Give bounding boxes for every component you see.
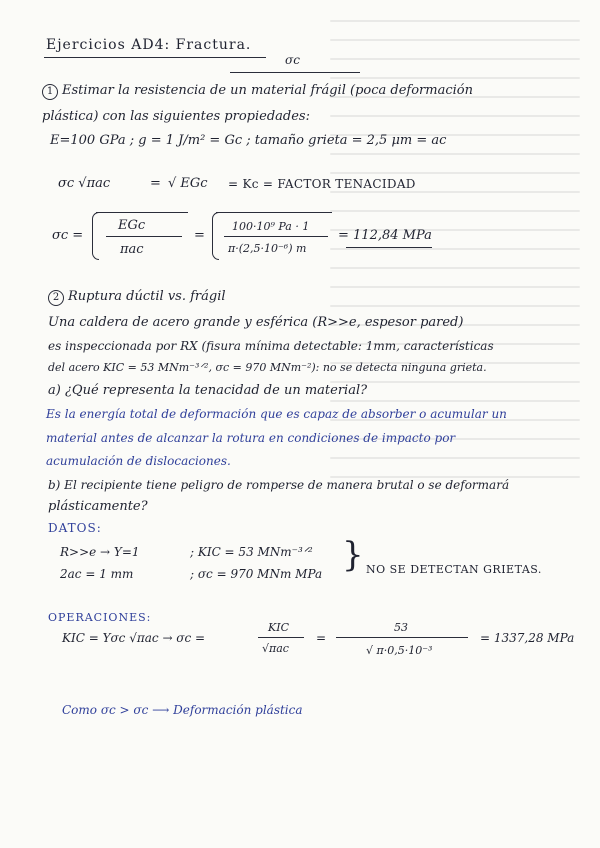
ex2-statement-line-3: del acero KIC = 53 MNm⁻³ᐟ², σc = 970 MNm⁻²): no se detecta ninguna grieta. (48, 361, 487, 374)
ex1-result-underline (346, 247, 432, 248)
ex1-number: 1 (42, 84, 58, 100)
ex1-statement-line-2: plástica) con las siguientes propiedades: (42, 109, 310, 124)
ex1-properties: E=100 GPa ; g = 1 J/m² = Gc ; tamaño grieta = 2,5 μm = ac (50, 133, 447, 148)
ex1-eq1-right: = Kc = FACTOR TENACIDAD (228, 177, 416, 191)
ex1-eq1-left: σc √πac (58, 176, 111, 191)
ex2-answer-a-line-3: acumulación de dislocaciones. (46, 454, 231, 468)
ex1-eq2-num: EGc (118, 218, 146, 233)
ex2-question-b-line-2: plásticamente? (48, 499, 148, 514)
ex2-ops-frac1-num: KIC (268, 621, 289, 634)
ex2-conclusion: Como σc > σc ⟶ Deformación plástica (62, 703, 303, 717)
ex2-ops-equals: = (316, 631, 327, 645)
ex2-answer-a-line-2: material antes de alcanzar la rotura en condiciones de impacto por (46, 431, 456, 445)
corner-underline (230, 72, 360, 73)
ex1-eq2-root-1 (92, 212, 99, 260)
page-title: Ejercicios AD4: Fractura. (46, 37, 252, 53)
ex1-eq2-den: πac (120, 242, 144, 257)
ex1-eq2-den2: π·(2,5·10⁻⁶) m (228, 242, 307, 255)
ex2-operaciones-label: OPERACIONES: (48, 611, 152, 624)
ex2-ops-frac2-den: √ π·0,5·10⁻³ (366, 644, 433, 657)
ex1-eq2-fraction-bar (106, 236, 182, 237)
ex1-eq2-root-1-bar (96, 212, 188, 213)
ex1-eq2-fraction-bar-2 (224, 236, 328, 237)
ex2-heading: 2 Ruptura dúctil vs. frágil (48, 290, 226, 306)
ex2-datos-1: R>>e → Y=1 (60, 545, 140, 559)
ex2-ops-lhs: KIC = Yσc √πac → σc = (62, 631, 206, 645)
ex2-question-b-line-1: b) El recipiente tiene peligro de romperse de manera brutal o se deformará (48, 478, 510, 492)
ex2-ops-frac2-num: 53 (394, 621, 408, 634)
ex1-statement-line-1: 1 Estimar la resistencia de un material frágil (poca deformación (42, 84, 473, 100)
ex2-datos-3: ; KIC = 53 MNm⁻³ᐟ² (190, 545, 313, 559)
title-underline (44, 57, 266, 58)
ex2-question-a: a) ¿Qué representa la tenacidad de un material? (48, 383, 368, 398)
ex1-eq2-num2: 100·10⁹ Pa · 1 (232, 220, 310, 233)
ex1-eq1-mid: √ EGc (168, 176, 208, 191)
ex1-eq2-root-2-bar (216, 212, 332, 213)
ex2-number: 2 (48, 290, 64, 306)
ex1-eq1-equals: = (150, 176, 161, 191)
ex2-ops-result: = 1337,28 MPa (480, 631, 575, 645)
ex2-ops-frac1-bar (258, 637, 304, 638)
ex2-answer-a-line-1: Es la energía total de deformación que es capaz de absorber o acumular un (46, 407, 507, 421)
ex2-statement-line-2: es inspeccionada por RX (fisura mínima detectable: 1mm, características (48, 339, 494, 353)
ex2-datos-4: ; σc = 970 MNm MPa (190, 567, 323, 581)
ex1-eq2-root-2 (212, 212, 219, 260)
ex1-eq2-lhs: σc = (52, 228, 84, 243)
ex2-datos-brace: } (342, 535, 364, 575)
ex2-datos-label: DATOS: (48, 521, 102, 535)
corner-symbol: σc (285, 53, 300, 67)
ex2-statement-line-1: Una caldera de acero grande y esférica (R>>e, espesor pared) (48, 315, 464, 330)
ex2-datos-note: NO SE DETECTAN GRIETAS. (366, 563, 542, 576)
ex1-eq2-equals: = (194, 228, 205, 243)
ex2-ops-frac1-den: √πac (262, 642, 289, 655)
ex1-eq2-result: = 112,84 MPa (338, 228, 432, 243)
ex2-ops-frac2-bar (336, 637, 468, 638)
ex2-datos-2: 2ac = 1 mm (60, 567, 134, 581)
